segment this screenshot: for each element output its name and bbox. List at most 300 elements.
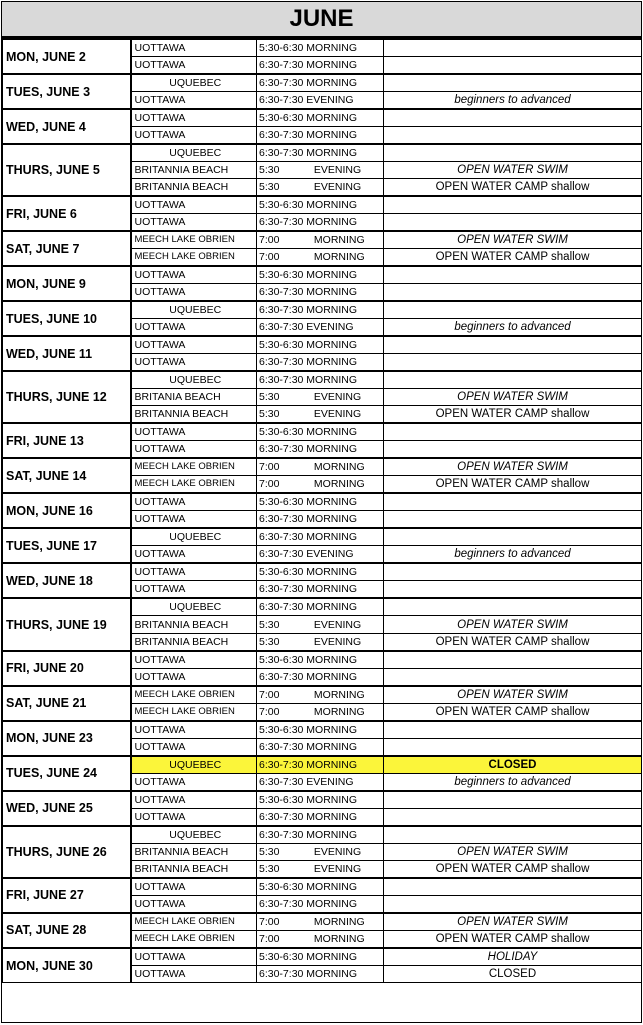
location-cell: UQUEBEC xyxy=(131,826,257,844)
time-cell xyxy=(257,284,384,302)
time-cell xyxy=(257,214,384,232)
time-cell xyxy=(257,791,384,809)
day-label: SAT, JUNE 14 xyxy=(3,458,131,493)
time-cell xyxy=(257,39,384,57)
time-range: 6:30-7:30 xyxy=(259,670,304,683)
note-cell xyxy=(384,371,642,389)
location-cell: UQUEBEC xyxy=(131,144,257,162)
note-cell xyxy=(384,39,642,57)
time-period: MORNING xyxy=(306,653,358,666)
note-cell: HOLIDAY xyxy=(384,948,642,966)
location-cell: UOTTAWA xyxy=(131,336,257,354)
time-period: MORNING xyxy=(313,461,365,474)
time-cell xyxy=(257,721,384,739)
time-period: MORNING xyxy=(306,670,358,683)
time-period: EVENING xyxy=(306,321,354,334)
time-period: MORNING xyxy=(313,932,365,945)
location-cell: UOTTAWA xyxy=(131,319,257,337)
note-cell xyxy=(384,791,642,809)
time-range: 5:30-6:30 xyxy=(259,269,304,282)
location-cell: UOTTAWA xyxy=(131,57,257,75)
location-cell: UQUEBEC xyxy=(131,371,257,389)
note-cell xyxy=(384,511,642,529)
time-range: 6:30-7:30 xyxy=(259,583,304,596)
note-cell: OPEN WATER CAMP shallow xyxy=(384,249,642,267)
time-range: 6:30-7:30 xyxy=(259,129,304,141)
table-row xyxy=(3,493,642,511)
note-cell xyxy=(384,144,642,162)
time-cell xyxy=(257,860,384,878)
time-range: 5:30 xyxy=(259,618,280,631)
time-cell xyxy=(257,598,384,616)
table-row xyxy=(3,196,642,214)
location-cell: UOTTAWA xyxy=(131,895,257,913)
location-cell: UOTTAWA xyxy=(131,127,257,145)
time-cell xyxy=(257,581,384,599)
location-cell: UOTTAWA xyxy=(131,39,257,57)
time-range: 5:30-6:30 xyxy=(259,793,304,806)
time-range: 6:30-7:30 xyxy=(259,513,304,526)
time-period: MORNING xyxy=(306,758,358,771)
time-period: EVENING xyxy=(313,181,362,194)
location-cell: UQUEBEC xyxy=(131,528,257,546)
time-period: MORNING xyxy=(306,566,358,579)
time-range: 5:30 xyxy=(259,391,280,404)
time-period: EVENING xyxy=(313,391,362,404)
time-range: 5:30-6:30 xyxy=(259,496,304,509)
time-period: MORNING xyxy=(306,339,358,352)
note-cell xyxy=(384,214,642,232)
time-period: EVENING xyxy=(306,548,354,561)
time-cell xyxy=(257,406,384,424)
location-cell: UOTTAWA xyxy=(131,493,257,511)
time-cell xyxy=(257,808,384,826)
location-cell: UOTTAWA xyxy=(131,511,257,529)
day-label: SAT, JUNE 28 xyxy=(3,913,131,948)
table-row xyxy=(3,948,642,966)
note-cell xyxy=(384,109,642,127)
day-label: THURS, JUNE 26 xyxy=(3,826,131,878)
time-range: 6:30-7:30 xyxy=(259,897,304,910)
location-cell: UOTTAWA xyxy=(131,423,257,441)
note-cell xyxy=(384,266,642,284)
table-row xyxy=(3,423,642,441)
time-cell xyxy=(257,546,384,564)
schedule-table xyxy=(2,38,642,983)
time-range: 5:30-6:30 xyxy=(259,880,304,893)
time-range: 5:30 xyxy=(259,862,280,875)
day-label: FRI, JUNE 6 xyxy=(3,196,131,231)
time-period: MORNING xyxy=(306,42,358,54)
time-range: 6:30-7:30 xyxy=(259,356,304,369)
location-cell: MEECH LAKE OBRIEN xyxy=(131,686,257,704)
time-range: 6:30-7:30 xyxy=(259,77,304,89)
time-period: MORNING xyxy=(313,251,365,264)
note-cell: OPEN WATER SWIM xyxy=(384,686,642,704)
note-cell xyxy=(384,441,642,459)
time-range: 5:30-6:30 xyxy=(259,653,304,666)
time-range: 6:30-7:30 xyxy=(259,286,304,299)
note-cell: OPEN WATER CAMP shallow xyxy=(384,703,642,721)
time-range: 6:30-7:30 xyxy=(259,968,304,981)
time-period: MORNING xyxy=(306,583,358,596)
location-cell: UOTTAWA xyxy=(131,266,257,284)
time-period: MORNING xyxy=(306,443,358,456)
note-cell: OPEN WATER SWIM xyxy=(384,843,642,860)
table-row xyxy=(3,301,642,319)
day-label: MON, JUNE 9 xyxy=(3,266,131,301)
time-period: EVENING xyxy=(313,845,362,858)
location-cell: BRITANNIA BEACH xyxy=(131,843,257,860)
time-cell xyxy=(257,196,384,214)
time-period: EVENING xyxy=(313,408,362,421)
time-period: MORNING xyxy=(306,950,358,963)
time-period: EVENING xyxy=(313,164,362,177)
time-range: 6:30-7:30 xyxy=(259,828,304,841)
location-cell: UOTTAWA xyxy=(131,196,257,214)
time-cell xyxy=(257,563,384,581)
location-cell: MEECH LAKE OBRIEN xyxy=(131,913,257,931)
table-row xyxy=(3,563,642,581)
day-label: MON, JUNE 30 xyxy=(3,948,131,983)
time-range: 7:00 xyxy=(259,478,280,491)
note-cell: OPEN WATER SWIM xyxy=(384,913,642,931)
day-label: FRI, JUNE 27 xyxy=(3,878,131,913)
time-cell xyxy=(257,249,384,267)
note-cell xyxy=(384,57,642,75)
note-cell xyxy=(384,301,642,319)
time-cell xyxy=(257,266,384,284)
time-cell xyxy=(257,476,384,494)
schedule-sheet xyxy=(1,1,642,1023)
day-label: THURS, JUNE 19 xyxy=(3,598,131,650)
time-period: EVENING xyxy=(313,618,362,631)
location-cell: UOTTAWA xyxy=(131,581,257,599)
time-period: EVENING xyxy=(306,94,354,106)
note-cell xyxy=(384,423,642,441)
table-row xyxy=(3,371,642,389)
time-cell xyxy=(257,738,384,756)
time-range: 7:00 xyxy=(259,688,280,701)
note-cell xyxy=(384,598,642,616)
note-cell xyxy=(384,354,642,372)
time-range: 6:30-7:30 xyxy=(259,601,304,614)
table-row xyxy=(3,528,642,546)
day-label: THURS, JUNE 12 xyxy=(3,371,131,423)
month-header xyxy=(2,2,641,38)
time-cell xyxy=(257,92,384,110)
location-cell: MEECH LAKE OBRIEN xyxy=(131,458,257,476)
location-cell: UOTTAWA xyxy=(131,92,257,110)
time-cell xyxy=(257,913,384,931)
time-cell xyxy=(257,57,384,75)
time-range: 5:30-6:30 xyxy=(259,199,304,212)
time-cell xyxy=(257,773,384,791)
note-cell: CLOSED xyxy=(384,756,642,774)
note-cell xyxy=(384,651,642,669)
note-cell xyxy=(384,668,642,686)
table-row xyxy=(3,913,642,931)
table-row xyxy=(3,651,642,669)
location-cell: UOTTAWA xyxy=(131,773,257,791)
time-period: MORNING xyxy=(306,723,358,736)
time-cell xyxy=(257,109,384,127)
table-row xyxy=(3,721,642,739)
location-cell: MEECH LAKE OBRIEN xyxy=(131,476,257,494)
location-cell: MEECH LAKE OBRIEN xyxy=(131,703,257,721)
time-period: MORNING xyxy=(313,915,365,928)
time-period: EVENING xyxy=(313,635,362,648)
note-cell: beginners to advanced xyxy=(384,319,642,337)
time-period: MORNING xyxy=(306,286,358,299)
time-range: 6:30-7:30 xyxy=(259,59,304,71)
note-cell xyxy=(384,528,642,546)
time-period: MORNING xyxy=(306,496,358,509)
table-row xyxy=(3,878,642,896)
location-cell: BRITANNIA BEACH xyxy=(131,633,257,651)
location-cell: UQUEBEC xyxy=(131,301,257,319)
time-cell xyxy=(257,162,384,179)
time-period: MORNING xyxy=(306,897,358,910)
time-period: MORNING xyxy=(313,234,365,247)
location-cell: UOTTAWA xyxy=(131,738,257,756)
time-period: MORNING xyxy=(306,216,358,229)
location-cell: BRITANNIA BEACH xyxy=(131,406,257,424)
time-cell xyxy=(257,231,384,249)
day-label: WED, JUNE 4 xyxy=(3,109,131,144)
time-cell xyxy=(257,651,384,669)
note-cell: OPEN WATER SWIM xyxy=(384,162,642,179)
table-row xyxy=(3,39,642,57)
time-period: MORNING xyxy=(306,880,358,893)
time-period: MORNING xyxy=(306,356,358,369)
note-cell xyxy=(384,721,642,739)
time-cell xyxy=(257,319,384,337)
day-label: TUES, JUNE 17 xyxy=(3,528,131,563)
time-cell xyxy=(257,371,384,389)
time-period: EVENING xyxy=(306,775,354,788)
time-range: 6:30-7:30 xyxy=(259,374,304,387)
time-cell xyxy=(257,948,384,966)
time-period: MORNING xyxy=(313,705,365,718)
time-cell xyxy=(257,686,384,704)
note-cell xyxy=(384,738,642,756)
time-range: 6:30-7:30 xyxy=(259,321,304,334)
time-period: MORNING xyxy=(306,531,358,544)
location-cell: UOTTAWA xyxy=(131,791,257,809)
location-cell: MEECH LAKE OBRIEN xyxy=(131,249,257,267)
note-cell xyxy=(384,196,642,214)
day-label: SAT, JUNE 7 xyxy=(3,231,131,266)
time-period: MORNING xyxy=(306,810,358,823)
time-period: MORNING xyxy=(313,688,365,701)
note-cell: OPEN WATER SWIM xyxy=(384,389,642,406)
note-cell: OPEN WATER CAMP shallow xyxy=(384,930,642,948)
time-period: MORNING xyxy=(306,129,358,141)
time-cell xyxy=(257,458,384,476)
table-row xyxy=(3,266,642,284)
location-cell: UOTTAWA xyxy=(131,651,257,669)
time-period: EVENING xyxy=(313,862,362,875)
location-cell: UQUEBEC xyxy=(131,74,257,92)
time-period: MORNING xyxy=(306,304,358,317)
time-range: 7:00 xyxy=(259,915,280,928)
note-cell: beginners to advanced xyxy=(384,546,642,564)
time-cell xyxy=(257,74,384,92)
time-period: MORNING xyxy=(306,968,358,981)
location-cell: UOTTAWA xyxy=(131,668,257,686)
table-row xyxy=(3,144,642,162)
day-label: MON, JUNE 2 xyxy=(3,39,131,74)
time-period: MORNING xyxy=(306,199,358,212)
time-period: MORNING xyxy=(306,269,358,282)
time-cell xyxy=(257,301,384,319)
note-cell xyxy=(384,336,642,354)
note-cell: OPEN WATER SWIM xyxy=(384,231,642,249)
location-cell: BRITANNIA BEACH xyxy=(131,860,257,878)
day-label: TUES, JUNE 3 xyxy=(3,74,131,109)
table-row xyxy=(3,109,642,127)
location-cell: UOTTAWA xyxy=(131,214,257,232)
schedule-body xyxy=(3,39,642,983)
time-range: 5:30-6:30 xyxy=(259,112,304,124)
time-cell xyxy=(257,179,384,197)
note-cell: OPEN WATER SWIM xyxy=(384,616,642,633)
time-cell xyxy=(257,756,384,774)
day-label: WED, JUNE 18 xyxy=(3,563,131,598)
day-label: MON, JUNE 23 xyxy=(3,721,131,756)
note-cell xyxy=(384,127,642,145)
location-cell: UOTTAWA xyxy=(131,354,257,372)
location-cell: UOTTAWA xyxy=(131,965,257,982)
time-period: MORNING xyxy=(306,828,358,841)
day-label: SAT, JUNE 21 xyxy=(3,686,131,721)
note-cell: CLOSED xyxy=(384,965,642,982)
time-range: 5:30-6:30 xyxy=(259,566,304,579)
location-cell: UOTTAWA xyxy=(131,721,257,739)
note-cell: OPEN WATER CAMP shallow xyxy=(384,406,642,424)
day-label: FRI, JUNE 20 xyxy=(3,651,131,686)
time-cell xyxy=(257,389,384,406)
time-cell xyxy=(257,616,384,633)
time-cell xyxy=(257,511,384,529)
time-period: MORNING xyxy=(306,793,358,806)
location-cell: MEECH LAKE OBRIEN xyxy=(131,231,257,249)
location-cell: UOTTAWA xyxy=(131,441,257,459)
time-cell xyxy=(257,668,384,686)
time-range: 5:30 xyxy=(259,181,280,194)
time-range: 6:30-7:30 xyxy=(259,531,304,544)
note-cell xyxy=(384,284,642,302)
time-cell xyxy=(257,826,384,844)
time-cell xyxy=(257,144,384,162)
location-cell: UOTTAWA xyxy=(131,563,257,581)
time-range: 7:00 xyxy=(259,251,280,264)
time-range: 7:00 xyxy=(259,461,280,474)
table-row xyxy=(3,231,642,249)
note-cell xyxy=(384,493,642,511)
note-cell: OPEN WATER CAMP shallow xyxy=(384,179,642,197)
location-cell: UOTTAWA xyxy=(131,546,257,564)
time-period: MORNING xyxy=(306,77,358,89)
time-cell xyxy=(257,354,384,372)
time-range: 7:00 xyxy=(259,705,280,718)
location-cell: UOTTAWA xyxy=(131,948,257,966)
time-period: MORNING xyxy=(306,740,358,753)
note-cell xyxy=(384,826,642,844)
note-cell: beginners to advanced xyxy=(384,773,642,791)
table-row xyxy=(3,756,642,774)
location-cell: MEECH LAKE OBRIEN xyxy=(131,930,257,948)
location-cell: BRITANNIA BEACH xyxy=(131,162,257,179)
location-cell: UOTTAWA xyxy=(131,878,257,896)
time-range: 6:30-7:30 xyxy=(259,810,304,823)
note-cell xyxy=(384,895,642,913)
time-period: MORNING xyxy=(306,374,358,387)
time-range: 5:30-6:30 xyxy=(259,723,304,736)
location-cell: UQUEBEC xyxy=(131,756,257,774)
time-cell xyxy=(257,965,384,982)
time-range: 5:30-6:30 xyxy=(259,42,304,54)
time-period: MORNING xyxy=(306,601,358,614)
time-range: 5:30 xyxy=(259,845,280,858)
time-cell xyxy=(257,843,384,860)
time-cell xyxy=(257,336,384,354)
time-range: 5:30-6:30 xyxy=(259,426,304,439)
time-cell xyxy=(257,703,384,721)
time-range: 6:30-7:30 xyxy=(259,775,304,788)
day-label: WED, JUNE 25 xyxy=(3,791,131,826)
day-label: TUES, JUNE 24 xyxy=(3,756,131,791)
location-cell: UOTTAWA xyxy=(131,284,257,302)
day-label: TUES, JUNE 10 xyxy=(3,301,131,336)
time-period: MORNING xyxy=(306,59,358,71)
time-period: MORNING xyxy=(306,426,358,439)
time-cell xyxy=(257,895,384,913)
note-cell xyxy=(384,808,642,826)
time-period: MORNING xyxy=(306,147,358,159)
time-cell xyxy=(257,441,384,459)
note-cell: OPEN WATER CAMP shallow xyxy=(384,633,642,651)
time-period: MORNING xyxy=(313,478,365,491)
time-range: 6:30-7:30 xyxy=(259,304,304,317)
day-label: FRI, JUNE 13 xyxy=(3,423,131,458)
location-cell: UQUEBEC xyxy=(131,598,257,616)
day-label: MON, JUNE 16 xyxy=(3,493,131,528)
time-range: 6:30-7:30 xyxy=(259,758,304,771)
note-cell: beginners to advanced xyxy=(384,92,642,110)
time-cell xyxy=(257,633,384,651)
time-range: 6:30-7:30 xyxy=(259,147,304,159)
table-row xyxy=(3,826,642,844)
time-period: MORNING xyxy=(306,513,358,526)
time-range: 6:30-7:30 xyxy=(259,740,304,753)
location-cell: BRITANNIA BEACH xyxy=(131,179,257,197)
time-range: 5:30 xyxy=(259,164,280,177)
location-cell: UOTTAWA xyxy=(131,109,257,127)
table-row xyxy=(3,336,642,354)
time-cell xyxy=(257,127,384,145)
time-range: 7:00 xyxy=(259,234,280,247)
note-cell xyxy=(384,581,642,599)
location-cell: BRITANNIA BEACH xyxy=(131,616,257,633)
time-range: 5:30-6:30 xyxy=(259,339,304,352)
time-range: 6:30-7:30 xyxy=(259,94,304,106)
table-row xyxy=(3,598,642,616)
table-row xyxy=(3,458,642,476)
note-cell: OPEN WATER SWIM xyxy=(384,458,642,476)
time-cell xyxy=(257,528,384,546)
